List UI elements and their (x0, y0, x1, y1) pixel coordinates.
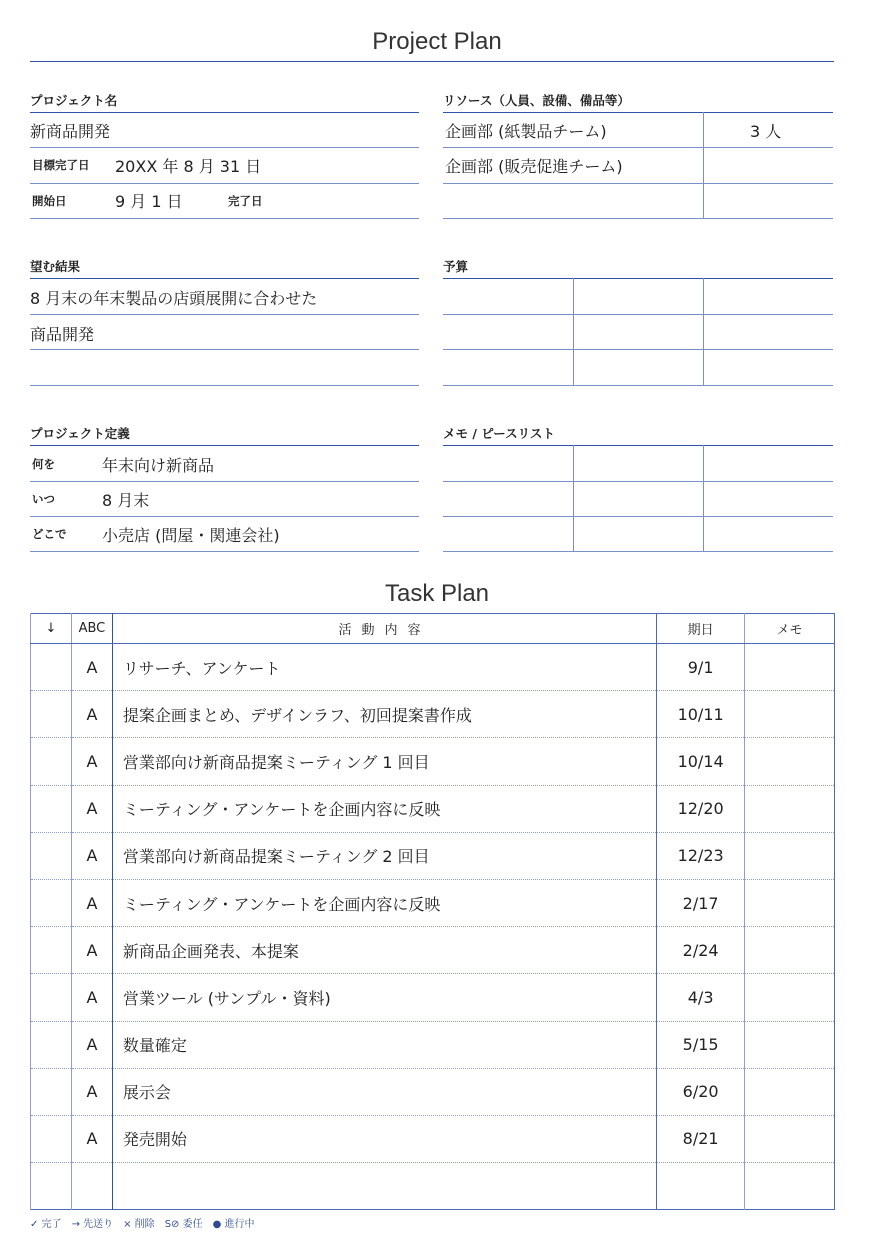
resource-count[interactable]: 3 人 (750, 122, 782, 141)
rule-line (30, 349, 419, 350)
task-priority[interactable]: A (71, 785, 112, 832)
task-plan-title: Task Plan (384, 580, 490, 607)
task-due[interactable]: 8/21 (657, 1115, 745, 1162)
start-date-label: 開始日 (32, 194, 67, 208)
header-activity: 活動内容 (112, 614, 656, 644)
task-activity[interactable] (112, 1163, 656, 1210)
task-priority[interactable]: A (71, 738, 112, 785)
task-memo[interactable] (745, 785, 835, 832)
task-due[interactable]: 6/20 (657, 1068, 745, 1115)
rule-line (443, 218, 833, 219)
task-activity[interactable]: ミーティング・アンケートを企画内容に反映 (112, 879, 656, 926)
task-priority[interactable]: A (71, 691, 112, 738)
legend-item: → 先送り (71, 1219, 114, 1230)
definition-key: いつ (32, 492, 55, 506)
legend-item: × 削除 (123, 1219, 155, 1230)
task-status[interactable] (31, 691, 72, 738)
task-due[interactable] (657, 1163, 745, 1210)
task-activity[interactable]: 数量確定 (112, 1021, 656, 1068)
task-row (31, 1068, 835, 1115)
task-due[interactable]: 10/11 (657, 691, 745, 738)
task-due[interactable]: 12/23 (657, 832, 745, 879)
task-priority[interactable]: A (71, 644, 112, 691)
task-status[interactable] (31, 644, 72, 691)
start-date-value[interactable]: 9 月 1 日 (115, 192, 183, 211)
task-priority[interactable]: A (71, 832, 112, 879)
legend-item: ● 進行中 (212, 1219, 255, 1230)
task-due[interactable]: 2/17 (657, 879, 745, 926)
rule-line (30, 551, 419, 552)
task-status[interactable] (31, 879, 72, 926)
resources-label: リソース（人員、設備、備品等） (443, 93, 630, 108)
task-row (31, 785, 835, 832)
task-status[interactable] (31, 927, 72, 974)
task-status[interactable] (31, 1068, 72, 1115)
column-divider (573, 278, 574, 385)
results-line[interactable]: 8 月末の年末製品の店頭展開に合わせた (30, 289, 318, 308)
header-status: ↓ (31, 614, 72, 644)
task-priority[interactable]: A (71, 1021, 112, 1068)
title-divider (30, 61, 834, 62)
task-row (31, 1163, 835, 1210)
task-status[interactable] (31, 1021, 72, 1068)
rule-line (443, 385, 833, 386)
task-status[interactable] (31, 738, 72, 785)
task-activity[interactable]: 営業部向け新商品提案ミーティング 1 回目 (112, 738, 656, 785)
task-status[interactable] (31, 1163, 72, 1210)
target-date-label: 目標完了日 (32, 158, 90, 172)
task-activity[interactable]: リサーチ、アンケート (112, 644, 656, 691)
definition-label: プロジェクト定義 (30, 426, 130, 441)
task-row (31, 832, 835, 879)
memo-label: メモ / ピースリスト (443, 426, 555, 441)
rule-line (30, 112, 419, 113)
task-row (31, 644, 835, 691)
header-due: 期日 (657, 614, 745, 644)
header-memo: メモ (745, 614, 835, 644)
definition-key: 何を (32, 457, 55, 471)
task-memo[interactable] (745, 1163, 835, 1210)
task-memo[interactable] (745, 1021, 835, 1068)
task-row (31, 738, 835, 785)
task-memo[interactable] (745, 691, 835, 738)
legend-item: ✓ 完了 (30, 1219, 62, 1230)
rule-line (443, 349, 833, 350)
column-divider (573, 445, 574, 551)
rule-line (30, 183, 419, 184)
definition-value[interactable]: 8 月末 (102, 491, 150, 510)
task-priority[interactable]: A (71, 1115, 112, 1162)
rule-line (443, 516, 833, 517)
rule-line (443, 147, 833, 148)
legend-item: S⊘ 委任 (164, 1219, 203, 1230)
rule-line (443, 481, 833, 482)
rule-line (30, 218, 419, 219)
column-divider (703, 445, 704, 551)
rule-line (443, 112, 833, 113)
results-label: 望む結果 (30, 259, 81, 274)
task-activity[interactable]: ミーティング・アンケートを企画内容に反映 (112, 785, 656, 832)
task-row (31, 974, 835, 1021)
task-memo[interactable] (745, 832, 835, 879)
task-row (31, 927, 835, 974)
task-row (31, 1021, 835, 1068)
task-memo[interactable] (745, 644, 835, 691)
column-divider (703, 278, 704, 385)
task-memo[interactable] (745, 879, 835, 926)
task-table (30, 613, 835, 1210)
target-date-value[interactable]: 20XX 年 8 月 31 日 (115, 157, 262, 176)
column-divider (703, 112, 704, 218)
task-memo[interactable] (745, 974, 835, 1021)
task-memo[interactable] (745, 1115, 835, 1162)
project-name-value[interactable]: 新商品開発 (30, 122, 111, 141)
definition-value[interactable]: 小売店 (問屋・関連会社) (102, 526, 280, 545)
task-row (31, 879, 835, 926)
task-due[interactable]: 9/1 (657, 644, 745, 691)
rule-line (30, 147, 419, 148)
header-priority: ABC (71, 614, 112, 644)
end-date-label: 完了日 (228, 194, 263, 208)
task-activity[interactable]: 提案企画まとめ、デザインラフ、初回提案書作成 (112, 691, 656, 738)
page-title: Project Plan (372, 28, 502, 55)
task-priority[interactable]: A (71, 879, 112, 926)
results-line[interactable]: 商品開発 (30, 325, 95, 344)
rule-line (30, 278, 419, 279)
rule-line (30, 445, 419, 446)
definition-key: どこで (32, 527, 67, 541)
task-due[interactable]: 10/14 (657, 738, 745, 785)
definition-value[interactable]: 年末向け新商品 (102, 456, 215, 475)
resource-name[interactable]: 企画部 (販売促進チーム) (445, 157, 623, 176)
task-memo[interactable] (745, 927, 835, 974)
task-status[interactable] (31, 974, 72, 1021)
rule-line (443, 445, 833, 446)
budget-label: 予算 (443, 259, 469, 274)
rule-line (30, 516, 419, 517)
task-status[interactable] (31, 1115, 72, 1162)
task-memo[interactable] (745, 738, 835, 785)
task-priority[interactable]: A (71, 927, 112, 974)
task-activity[interactable]: 新商品企画発表、本提案 (112, 927, 656, 974)
task-priority[interactable]: A (71, 974, 112, 1021)
task-priority[interactable]: A (71, 1068, 112, 1115)
rule-line (443, 551, 833, 552)
task-header-row (31, 614, 835, 644)
task-row (31, 691, 835, 738)
task-row (31, 1115, 835, 1162)
legend (30, 1215, 265, 1230)
task-due[interactable]: 2/24 (657, 927, 745, 974)
rule-line (30, 314, 419, 315)
task-activity[interactable]: 営業ツール (サンプル・資料) (112, 974, 656, 1021)
rule-line (443, 183, 833, 184)
resource-name[interactable]: 企画部 (紙製品チーム) (445, 122, 607, 141)
task-status[interactable] (31, 832, 72, 879)
rule-line (30, 481, 419, 482)
task-due[interactable]: 4/3 (657, 974, 745, 1021)
task-activity[interactable]: 発売開始 (112, 1115, 656, 1162)
task-priority[interactable] (71, 1163, 112, 1210)
rule-line (30, 385, 419, 386)
rule-line (443, 278, 833, 279)
task-activity[interactable]: 展示会 (112, 1068, 656, 1115)
task-due[interactable]: 5/15 (657, 1021, 745, 1068)
task-status[interactable] (31, 785, 72, 832)
project-name-label: プロジェクト名 (30, 93, 118, 108)
task-due[interactable]: 12/20 (657, 785, 745, 832)
task-memo[interactable] (745, 1068, 835, 1115)
rule-line (443, 314, 833, 315)
task-activity[interactable]: 営業部向け新商品提案ミーティング 2 回目 (112, 832, 656, 879)
